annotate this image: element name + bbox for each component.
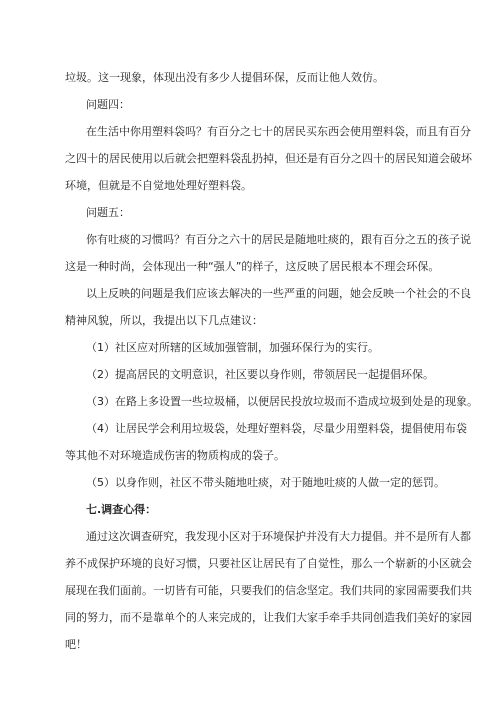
conclusion-line-3: 展现在我们面前。一切皆有可能，只要我们的信念坚定。我们共同的家园需要我们共: [65, 584, 472, 597]
suggestion-5: （5）以身作则，社区不带头随地吐痰，对于随地吐痰的人做一定的惩罚。: [86, 476, 445, 489]
text-line-7: 你有吐痰的习惯吗？有百分之六十的居民是随地吐痰的，跟有百分之五的孩子说: [86, 233, 471, 246]
suggestion-3: （3）在路上多设置一些垃圾桶，以便居民投放垃圾而不造成垃圾到处是的现象。: [86, 395, 478, 408]
suggestion-4-continuation: 等其他不对环境造成伤害的物质构成的袋子。: [65, 449, 285, 462]
text-line-9: 以上反映的问题是我们应该去解决的一些严重的问题，她会反映一个社会的不良: [86, 287, 471, 300]
conclusion-line-2: 养不成保护环境的良好习惯，只要社区让居民有了自觉性，那么一个崭新的小区就会: [65, 557, 472, 570]
text-line-4: 之四十的居民使用以后就会把塑料袋乱扔掉，但还是有百分之四十的居民知道会破坏: [65, 152, 472, 165]
text-line-8: 这是一种时尚，会体现出一种“强人”的样子，这反映了居民根本不理会环保。: [65, 260, 440, 273]
conclusion-line-4: 同的努力，而不是靠单个的人来完成的，让我们大家手牵手共同创造我们美好的家园: [65, 611, 472, 624]
suggestion-1: （1）社区应对所辖的区域加强管制，加强环保行为的实行。: [86, 341, 379, 354]
text-line-10: 精神风貌，所以，我提出以下几点建议：: [65, 314, 263, 327]
question-four-heading: 问题四：: [86, 98, 130, 111]
suggestion-4: （4）让居民学会利用垃圾袋，处理好塑料袋，尽量少用塑料袋，提倡使用布袋: [86, 422, 467, 435]
text-line-5: 环境，但就是不自觉地处理好塑料袋。: [65, 179, 252, 192]
text-line-1: 垃圾。这一现象，体现出没有多少人提倡环保，反而让他人效仿。: [65, 71, 384, 84]
section-seven-heading: 七.调查心得：: [86, 503, 157, 516]
suggestion-2: （2）提高居民的文明意识，社区要以身作则，带领居民一起提倡环保。: [86, 368, 434, 381]
conclusion-line-5: 吧！: [65, 638, 87, 651]
conclusion-line-1: 通过这次调查研究，我发现小区对于环境保护并没有大力提倡。并不是所有人都: [86, 530, 471, 543]
question-five-heading: 问题五：: [86, 206, 130, 219]
text-line-3: 在生活中你用塑料袋吗？有百分之七十的居民买东西会使用塑料袋，而且有百分: [86, 125, 471, 138]
